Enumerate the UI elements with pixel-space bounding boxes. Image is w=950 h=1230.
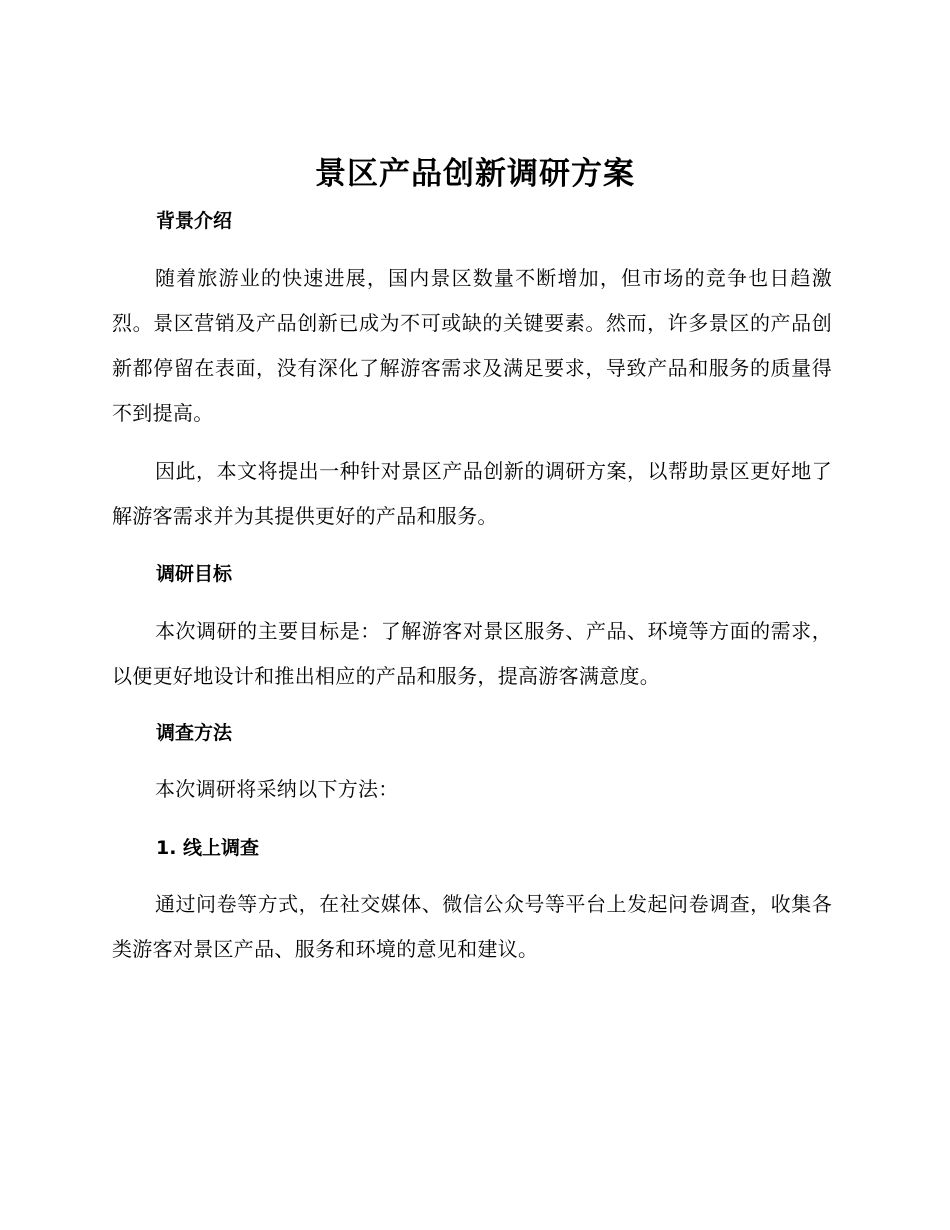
section-heading-methods: 调查方法 [156,722,233,744]
document-title: 景区产品创新调研方案 [315,156,635,192]
paragraph-background-2: 因此，本文将提出一种针对景区产品创新的调研方案，以帮助景区更好地了解游客需求并为其提供更好的产品和服务。 [112,459,832,528]
section-heading-goals: 调研目标 [156,563,233,585]
paragraph-online-survey: 通过问卷等方式，在社交媒体、微信公众号等平台上发起问卷调查，收集各类游客对景区产品、服务和环境的意见和建议。 [112,892,832,961]
section-heading-online-survey: 1. 线上调查 [156,837,260,859]
paragraph-methods: 本次调研将采纳以下方法： [155,777,399,801]
paragraph-background-1: 随着旅游业的快速进展，国内景区数量不断增加，但市场的竞争也日趋激烈。景区营销及产品创新已成为不可或缺的关键要素。然而，许多景区的产品创新都停留在表面，没有深化了解游客需求及满足要求，导致产品和服务的质量得不到提高。 [112,266,832,425]
paragraph-goals: 本次调研的主要目标是：了解游客对景区服务、产品、环境等方面的需求，以便更好地设计和推出相应的产品和服务，提高游客满意度。 [112,619,832,688]
section-heading-background: 背景介绍 [156,210,233,232]
